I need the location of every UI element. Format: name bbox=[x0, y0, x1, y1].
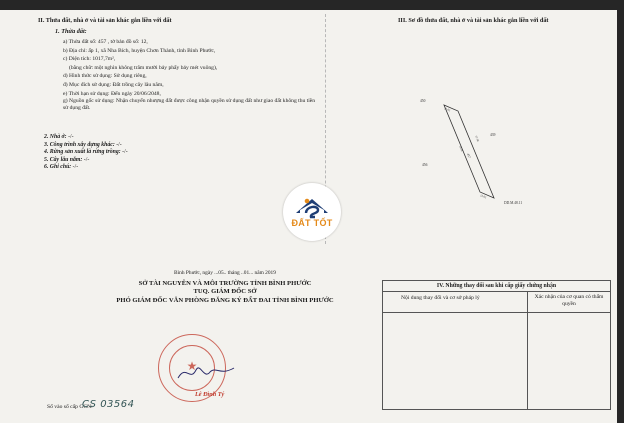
signer-position: PHÓ GIÁM ĐỐC VĂN PHÒNG ĐĂNG KÝ ĐẤT ĐAI TỈNH BÌNH PHƯỚC bbox=[116, 296, 334, 304]
house-icon bbox=[283, 183, 341, 241]
list-item: 4. Rừng sản xuất là rừng trồng: -/- bbox=[44, 149, 128, 156]
plan-parcel-number: 457 bbox=[466, 152, 472, 159]
parcel-plan-diagram bbox=[396, 96, 546, 206]
signing-date: Bình Phước, ngày ...05.. tháng ..01... năm 2019 bbox=[174, 270, 276, 276]
parcel-number: a) Thửa đất số: 457 , tờ bản đồ số: 12, bbox=[63, 39, 148, 45]
changes-table bbox=[382, 280, 611, 410]
usage-purpose: đ) Mục đích sử dụng: Đất trồng cây lâu năm, bbox=[63, 81, 164, 88]
registration-label: Số vào sổ cấp GCN: bbox=[47, 404, 93, 410]
plot-address: b) Địa chỉ: ấp 1, xã Nha Bích, huyện Chơn Thành, tỉnh Bình Phước, bbox=[63, 47, 216, 54]
signing-block bbox=[110, 270, 340, 305]
section-iii-title: III. Sơ đồ thửa đất, nhà ở và tài sản khác gắn liền với đất bbox=[398, 17, 549, 24]
plot-area: c) Diện tích: 1017,7m², bbox=[63, 56, 116, 63]
issuing-department: SỞ TÀI NGUYÊN VÀ MÔI TRƯỜNG TỈNH BÌNH PHƯỚC bbox=[138, 280, 312, 287]
plan-edge-left: 79.01 bbox=[458, 145, 464, 153]
handwritten-signature bbox=[176, 360, 236, 384]
plan-edge-top: 12.02 bbox=[443, 107, 451, 113]
usage-term: e) Thời hạn sử dụng: Đến ngày 20/06/2048, bbox=[63, 90, 161, 97]
column-header-confirmation: Xác nhận của cơ quan có thẩm quyền bbox=[534, 294, 604, 307]
star-icon: ★ bbox=[186, 359, 198, 373]
changes-table-header bbox=[383, 292, 610, 313]
plan-label-north: 450 bbox=[420, 99, 426, 103]
registration-number: CS 03564 bbox=[82, 399, 135, 410]
logo-text: ĐẤT TỐT bbox=[291, 218, 333, 228]
dat-tot-logo bbox=[283, 183, 341, 241]
plan-corner-code: DD.M.48.11 bbox=[504, 201, 523, 205]
other-assets-list bbox=[44, 134, 128, 172]
plan-edge-bottom: 12.02 bbox=[479, 194, 487, 200]
column-header-content: Nội dung thay đổi và cơ sở pháp lý bbox=[401, 295, 480, 301]
signer-name: Lê Đình Tý bbox=[195, 391, 225, 398]
plan-label-west: 456 bbox=[422, 163, 428, 167]
usage-origin: g) Nguồn gốc sử dụng: Nhận chuyển nhượng đất được công nhận quyền sử dụng đất như giao đất không thu tiền sử dụng đất. bbox=[63, 98, 316, 111]
land-plot-details bbox=[55, 28, 320, 111]
list-item: 6. Ghi chú: -/- bbox=[44, 164, 79, 171]
list-item: 5. Cây lâu năm: -/- bbox=[44, 156, 90, 163]
land-plot-heading: 1. Thửa đất: bbox=[55, 28, 87, 35]
list-item: 2. Nhà ở: -/- bbox=[44, 134, 74, 140]
plan-edge-right: 77.06 bbox=[474, 135, 480, 143]
plan-label-east: 439 bbox=[490, 133, 496, 137]
changes-table-title: IV. Những thay đổi sau khi cấp giấy chứng nhận bbox=[383, 281, 610, 292]
column-divider bbox=[527, 292, 528, 409]
section-ii-title: II. Thửa đất, nhà ở và tài sản khác gắn liền với đất bbox=[38, 17, 172, 24]
usage-form: d) Hình thức sử dụng: Sử dụng riêng, bbox=[63, 73, 147, 80]
list-item: 3. Công trình xây dựng khác: -/- bbox=[44, 141, 122, 148]
on-behalf-of: TUQ. GIÁM ĐỐC SỞ bbox=[193, 288, 257, 296]
parcel-outline bbox=[444, 105, 494, 198]
plot-area-words: (bằng chữ: một nghìn không trăm mười bảy phẩy bảy mét vuông), bbox=[69, 64, 218, 71]
